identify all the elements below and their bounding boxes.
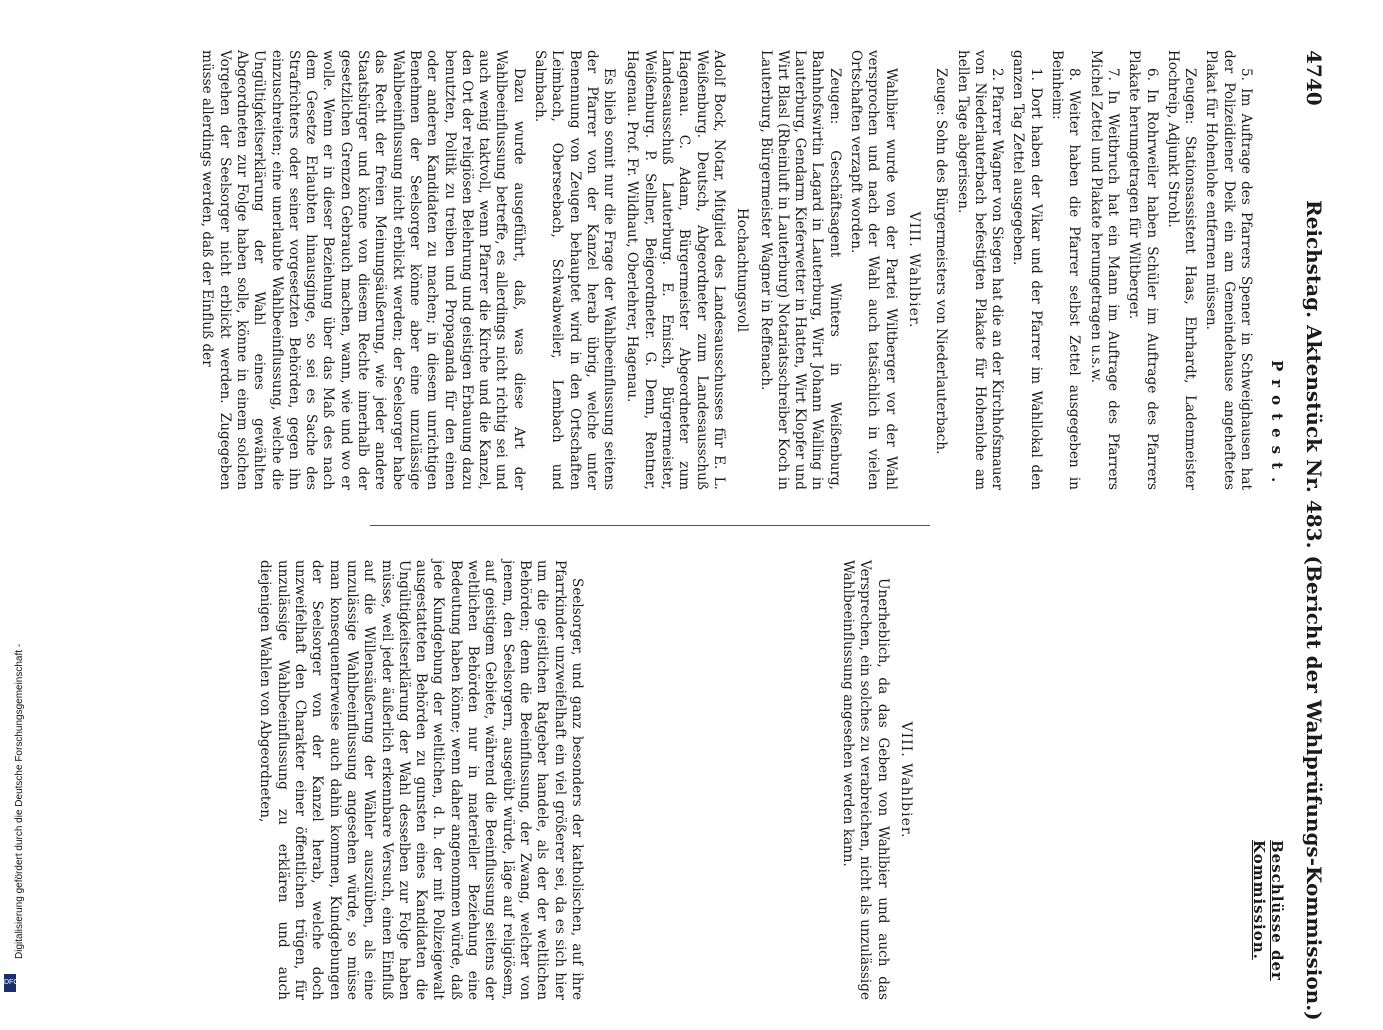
paragraph: 7. In Weitbruch hat ein Mann im Auftrage des Pfarrers Michel Zettel und Plakate herumgetragen u.s.w. <box>1087 50 1121 490</box>
left-column <box>194 50 1254 490</box>
paragraph: Unerheblich, da das Geben von Wahlbier und auch das Versprechen, ein solches zu verabreichen, nicht als unzulässige Wahlbeeinflussung angesehen werden kann. <box>840 560 891 1000</box>
column-divider <box>370 525 930 526</box>
closing: Hochachtungsvoll <box>734 207 751 333</box>
paragraph: Zeuge: Sohn des Bürgermeisters von Niederlauterbach. <box>933 68 950 455</box>
running-title: Reichstag. Aktenstück Nr. 483. (Bericht der Wahlprüfungs-Kommission.) <box>1302 200 1326 1021</box>
protest-heading: Protest. <box>1268 360 1286 491</box>
paragraph: 2. Pfarrer Wagner von Siegen hat die an der Kirchhofsmauer von Niederlauterbach befestigten Plakate für Hohenlohe am hellen Tage abgerissen. <box>954 50 1006 490</box>
page-number: 4740 <box>1302 50 1326 106</box>
blank-space <box>585 560 835 1000</box>
paragraph: 1. Dort haben der Vikar und der Pfarrer im Wahllokal den ganzen Tag Zettel ausgegeben. <box>1010 50 1044 490</box>
paragraph: Es blieb somit nur die Frage der Wahlbeeinflussung seitens der Pfarrer von der Kanzel herab übrig, welche unter Benennung von Zeugen behauptet wird in den Ortschaften Leimbach, Oberseebach, Schwabweiler, Lembach und Salmbach. <box>532 50 618 490</box>
footer-strip <box>2 0 25 1000</box>
dfg-logo: DFG <box>4 974 16 992</box>
paragraph: Dazu wurde ausgeführt, daß, was diese Art der Wahlbeeinflussung betreffe, es allerdings nicht richtig sei und auch wenig taktvoll, wenn Pfarrer die Kirche und die Kanzel, den Ort der religiösen Belehrung und geistigen Erbauung dazu benutzten, Politik zu treiben und Propaganda für den einen oder anderen Kandidaten zu machen; in diesem unrichtigen Benehmen der Seelsorger könne aber eine unzulässige Wahlbeeinflussung nicht erblickt werden; der Seelsorger habe das Recht der freien Meinungsäußerung, wie jeder andere Staatsbürger und könne von diesem Rechte innerhalb der gesetzlichen Grenzen Gebrauch machen, wann, wie und wo er wolle. Wenn er in dieser Beziehung über das Maß des nach dem Gesetze Erlaubten hinausginge, so sei es Sache des Strafrichters oder seiner vorgesetzten Behörden, gegen ihn einzuschreiten; eine unerlaubte Wahlbeeinflussung, welche die Ungültigkeitserklärung der Wahl eines gewählten Abgeordneten zur Folge haben solle, könne in einem solchen Vorgehen der Seelsorger nicht erblickt werden. Zugegeben müsse allerdings werden, daß der Einfluß der <box>199 50 527 490</box>
paragraph: Wahlbier wurde von der Partei Wiltberger vor der Wahl versprochen und nach der Wahl auch tatsächlich in vielen Ortschaften verzapft worden. <box>848 50 899 490</box>
paragraph: 5. Im Auftrage des Pfarrers Spener in Schweighausen hat der Polizeidiener Deik ein am Gemeindehause angeheftetes Plakat für Hohenlohe entfernen müssen. <box>1203 50 1254 490</box>
section-heading: VIII. Wahlbier. <box>905 211 922 329</box>
paragraph: Zeugen: Stationsassistent Haas, Ehrhardt, Ladenmeister Hochreip, Adjunkt Strohl. <box>1164 50 1199 490</box>
signatories: Adolf Bock, Notar, Mitglied des Landesausschusses für E. L. Weißenburg. Deutsch, Abgeordneter zum Landesausschuß Hagenau. C. Adam, Bürgermeister Abgeordneter zum Landesausschuß Lauterburg. E. Emisch, Bürgermeister, Weißenburg. P. Sellner, Beigeordneter. G. Denn, Rentner, Hagenau. Prof. Fr. Wildhaut, Oberlehrer, Hagenau. <box>624 50 727 490</box>
section-heading: VIII. Wahlbier. <box>898 721 914 839</box>
paragraph: 8. Weiter haben die Pfarrer selbst Zettel ausgegeben in Beinheim: <box>1049 50 1083 490</box>
right-column <box>252 560 1254 1000</box>
blank-space <box>924 560 1254 1000</box>
beschluesse-heading: Beschlüsse der Kommission. <box>1250 840 1286 981</box>
dfg-credit: Digitalisierung gefördert durch die Deutsche Forschungsgemeinschaft - <box>14 643 25 959</box>
paragraph: Zeugen: Geschäftsagent Winters in Weißenburg, Bahnhofswirtin Lagard in Lauterburg, Wirt Johann Walling in Lauterburg, Gendarm Kieferwetter in Hatten, Wirt Klopfer und Wirt Blasl (Rheinluft in Lauterburg) Notariatsschreiber Koch in Lauterburg, Bürgermeister Wagner in Reffenach. <box>757 50 843 490</box>
paragraph: 6. In Rohrweiler haben Schüler im Auftrage des Pfarrers Plakate herumgetragen für Wiltberger. <box>1126 50 1160 490</box>
paragraph: Seelsorger, und ganz besonders der katholischen, auf ihre Pfarrkinder unzweifelhaft ein viel größerer sei, da es sich hier um die geistlichen Ratgeber handele, als der der weltlichen Behörden; denn die Beeinflussung, der Zwang, welcher von jenem, den Seelsorgern, ausgeübt würde, läge auf religiösem, auf geistigem Gebiete, während die Beeinflussung seitens der weltlichen Behörden nur in materieller Beziehung eine Bedeutung haben könne; wenn daher angenommen würde, daß jede Kundgebung der weltlichen, d. h. der mit Polizeigewalt ausgestatteten Behörden zu gunsten eines Kandidaten die Ungültigkeitserklärung der Wahl desselben zur Folge haben müsse, weil jeder äußerlich erkennbare Versuch, einen Einfluß auf die Willensäußerung der Wähler auszuüben, als eine unzulässige Wahlbeeinflussung angesehen würde, so müsse man konsequenterweise auch dahin kommen, Kundgebungen der Seelsorger von der Kanzel herab, welche doch unzweifelhaft den Charakter einer öffentlichen trügen, für unzulässige Wahlbeeinflussung zu erklären und auch diejenigen Wahlen von Abgeordneten, <box>257 560 585 1000</box>
page-header <box>1290 40 1330 1030</box>
rotated-document-page <box>30 40 1330 1030</box>
